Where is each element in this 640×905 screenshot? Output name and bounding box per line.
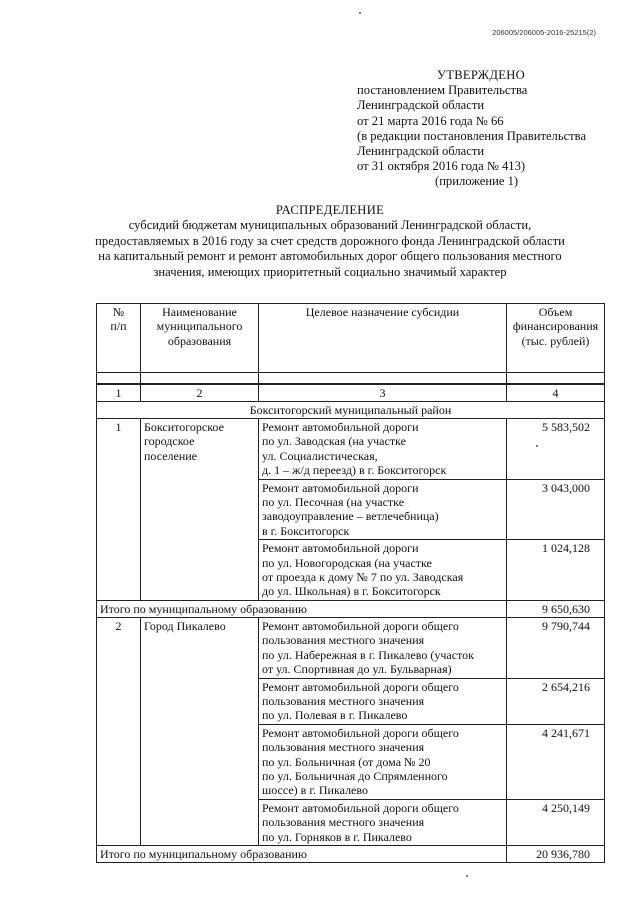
heading-line: предоставляемых в 2016 году за счет средств дорожного фонда Ленинградской области: [95, 233, 565, 248]
subsidy-amount: 1 024,128: [507, 540, 605, 601]
heading-line: субсидий бюджетам муниципальных образований Ленинградской области,: [128, 218, 532, 233]
region-row: [97, 402, 605, 419]
total-amount: 20 936,780: [507, 845, 605, 862]
subsidy-purpose: Ремонт автомобильной дороги общего пользования местного значения по ул. Горняков в г. Пикалево: [259, 799, 507, 845]
subsidy-purpose: Ремонт автомобильной дороги по ул. Заводская (на участке ул. Социалистическая, д. 1 – ж/д переезд) в г. Бокситогорск: [259, 419, 507, 480]
subsidy-amount: 4 250,149: [507, 799, 605, 845]
scan-speck: [536, 445, 538, 447]
subsidy-purpose: Ремонт автомобильной дороги по ул. Новогородская (на участке от проезда к дому № 7 по ул. Заводская до ул. Школьная) в г. Бокситогорск: [259, 540, 507, 601]
subsidy-amount: 2 654,216: [507, 678, 605, 724]
heading-title: РАСПРЕДЕЛЕНИЕ: [275, 203, 385, 217]
subsidy-amount: 3 043,000: [507, 479, 605, 540]
table-spacer: [97, 373, 605, 385]
subsidy-amount: 5 583,502: [507, 419, 605, 480]
total-amount: 9 650,630: [507, 600, 605, 617]
approval-line: (в редакции постановления Правительства: [357, 128, 587, 143]
header-num: № п/п: [97, 304, 141, 373]
header-purpose: Целевое назначение субсидии: [259, 304, 507, 373]
subsidy-purpose: Ремонт автомобильной дороги общего пользования местного значения по ул. Больничная (от дома № 20 по ул. Больничная до Спрямленного шоссе) в г. Пикалево: [259, 724, 507, 799]
subsidy-amount: 9 790,744: [507, 617, 605, 678]
municipality-name: Бокситогорское городское поселение: [141, 419, 259, 601]
subsidy-amount: 4 241,671: [507, 724, 605, 799]
col-number: 1: [97, 384, 141, 402]
document-heading: [60, 203, 600, 280]
total-row: [97, 845, 605, 862]
heading-line: на капитальный ремонт и ремонт автомобильных дорог общего пользования местного: [98, 249, 562, 264]
approval-line: Ленинградской области: [357, 144, 485, 159]
col-number: 4: [507, 384, 605, 402]
row-number: 1: [97, 419, 141, 601]
total-label: Итого по муниципальному образованию: [97, 845, 507, 862]
subsidy-purpose: Ремонт автомобильной дороги общего пользования местного значения по ул. Полевая в г. Пикалево: [259, 678, 507, 724]
approval-line: от 31 октября 2016 года № 413): [357, 159, 526, 174]
subsidy-purpose: Ремонт автомобильной дороги по ул. Песочная (на участке заводоуправление – ветлечебница) в г. Бокситогорск: [259, 479, 507, 540]
heading-line: значения, имеющих приоритетный социально значимый характер: [153, 264, 507, 279]
scan-speck: [466, 875, 468, 877]
total-label: Итого по муниципальному образованию: [97, 600, 507, 617]
total-row: [97, 600, 605, 617]
approval-block: [357, 68, 627, 190]
region-name: Бокситогорский муниципальный район: [97, 402, 605, 419]
col-number: 3: [259, 384, 507, 402]
header-name: Наименование муниципального образования: [141, 304, 259, 373]
approval-title: УТВЕРЖДЕНО: [437, 68, 526, 82]
row-number: 2: [97, 617, 141, 845]
approval-line: постановлением Правительства: [357, 83, 528, 98]
scan-speck: [359, 12, 361, 14]
column-numbers-row: [97, 384, 605, 402]
subsidy-table: [96, 303, 605, 863]
table-body: [97, 419, 605, 863]
subsidy-purpose: Ремонт автомобильной дороги общего пользования местного значения по ул. Набережная в г. Пикалево (участок от ул. Спортивная до ул. Бульварная): [259, 617, 507, 678]
document-id: 206005/206005-2016-25215(2): [492, 28, 596, 37]
col-number: 2: [141, 384, 259, 402]
approval-line: от 21 марта 2016 года № 66: [357, 113, 504, 128]
table-row: [97, 617, 605, 678]
municipality-name: Город Пикалево: [141, 617, 259, 845]
appendix-label: (приложение 1): [435, 174, 519, 189]
approval-line: Ленинградской области: [357, 98, 485, 113]
table-row: [97, 419, 605, 480]
table-header-row: [97, 304, 605, 373]
header-amount: Объем финансирования (тыс. рублей): [507, 304, 605, 373]
